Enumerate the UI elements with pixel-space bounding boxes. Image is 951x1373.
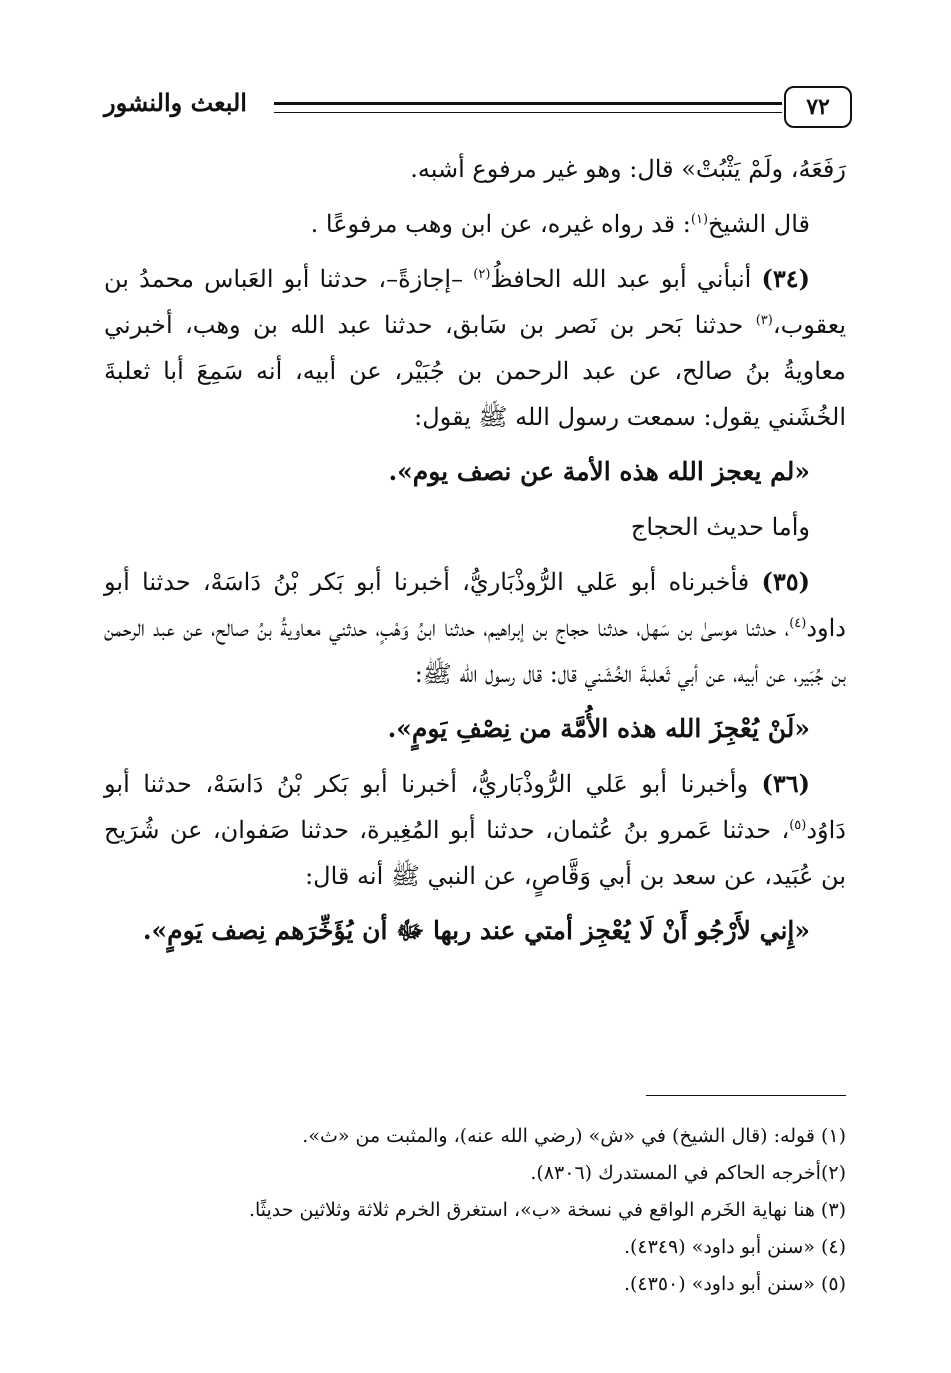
footnote-ref[interactable]: (١) <box>690 212 709 227</box>
book-title: البعث والنشور <box>104 88 247 117</box>
text: ، حدثنا موسىٰ بن سَهل، حدثنا حجاج بن إبراهيم، حدثنا ابنُ وَهْبٍ، حدثني معاويةُ بنُ صالح، عن عبد الرحمن بن جُبَير، عن أبيه، عن أبي ثَعلبةَ الخُشَني قال: قال رسول الله ﷺ: <box>104 614 846 688</box>
page-header <box>104 86 852 126</box>
footnote-ref[interactable]: (٤) <box>789 616 807 631</box>
hadith-text: «لم يعجز الله هذه الأمة عن نصف يوم». <box>388 457 810 486</box>
text: ، حدثنا عَمرو بنُ عُثمان، حدثنا أبو المُغِيرة، حدثنا صَفوان، عن شُرَيح بن عُبَيد، عن سعد بن أبي وَقَّاصٍ، عن النبي ﷺ أنه قال: <box>104 816 846 890</box>
text: وأخبرنا أبو عَلي الرُّوذْبَاريُّ، أخبرنا أبو بَكر بْنُ دَاسَهْ، حدثنا أبو دَاوُد <box>104 770 846 844</box>
hadith-34 <box>104 256 846 440</box>
page-number: ٧٢ <box>784 86 852 128</box>
footnote-ref[interactable]: (٥) <box>789 818 807 833</box>
footnote-separator <box>646 1095 846 1096</box>
hadith-35 <box>104 559 846 697</box>
footnotes <box>104 1118 846 1303</box>
footnote: (١) قوله: (قال الشيخ) في «ش» (رضي الله عنه)، والمثبت من «ث». <box>302 1125 846 1147</box>
hadith-text: «إِني لأَرْجُو أَنْ لَا يُعْجِز أمتي عند ربها ﷻ أن يُؤَخِّرَهم نِصف يَومٍ». <box>142 916 810 945</box>
paragraph-hajjaj: وأما حديث الحجاج <box>630 513 810 541</box>
footnote: (٣) هنا نهاية الخَرم الواقع في نسخة «ب»، استغرق الخرم ثلاثة وثلاثين حديثًا. <box>248 1199 846 1221</box>
footnote: (٢)أخرجه الحاكم في المستدرك (٨٣٠٦). <box>530 1162 846 1184</box>
hadith-number: (٣٤) <box>761 264 811 293</box>
hadith-36 <box>104 761 846 899</box>
main-text <box>104 146 846 963</box>
text: –إجازةً–، حدثنا أبو العَباس محمدُ بن يعقوب، <box>104 265 846 339</box>
hadith-number: (٣٦) <box>761 769 810 798</box>
footnote: (٥) «سنن أبو داود» (٤٣٥٠). <box>623 1273 846 1295</box>
hadith-text: «لَنْ يُعْجِزَ الله هذه الأُمَّة من نِصْفِ يَومٍ». <box>387 714 810 743</box>
text: فأخبرناه أبو عَلي الرُّوذْبَاريُّ، أخبرنا أبو بَكر بْنُ دَاسَهْ، حدثنا أبو داود <box>104 568 846 642</box>
paragraph-sheikh-note <box>104 201 846 247</box>
footnote-ref[interactable]: (٣) <box>755 313 773 328</box>
footnote: (٤) «سنن أبو داود» (٤٣٤٩). <box>623 1236 846 1258</box>
paragraph-continuation: رَفَعَهُ، ولَمْ يَثْبُتْ» قال: وهو غير مرفوع أشبه. <box>410 155 846 183</box>
footnote-ref[interactable]: (٢) <box>473 267 491 282</box>
text: قال الشيخ <box>708 210 810 238</box>
text: حدثنا بَحر بن نَصر بن سَابق، حدثنا عبد الله بن وهب، أخبرني معاويةُ بنُ صالح، عن عبد الرحمن بن جُبَيْر، عن أبيه، أنه سَمِعَ أبا ثعلبةَ الخُشَني يقول: سمعت رسول الله ﷺ يقول: <box>104 311 846 431</box>
hadith-number: (٣٥) <box>761 567 810 596</box>
header-rule <box>274 102 782 113</box>
text: أنبأني أبو عبد الله الحافظُ <box>490 265 762 293</box>
text: : قد رواه غيره، عن ابن وهب مرفوعًا . <box>310 210 691 238</box>
